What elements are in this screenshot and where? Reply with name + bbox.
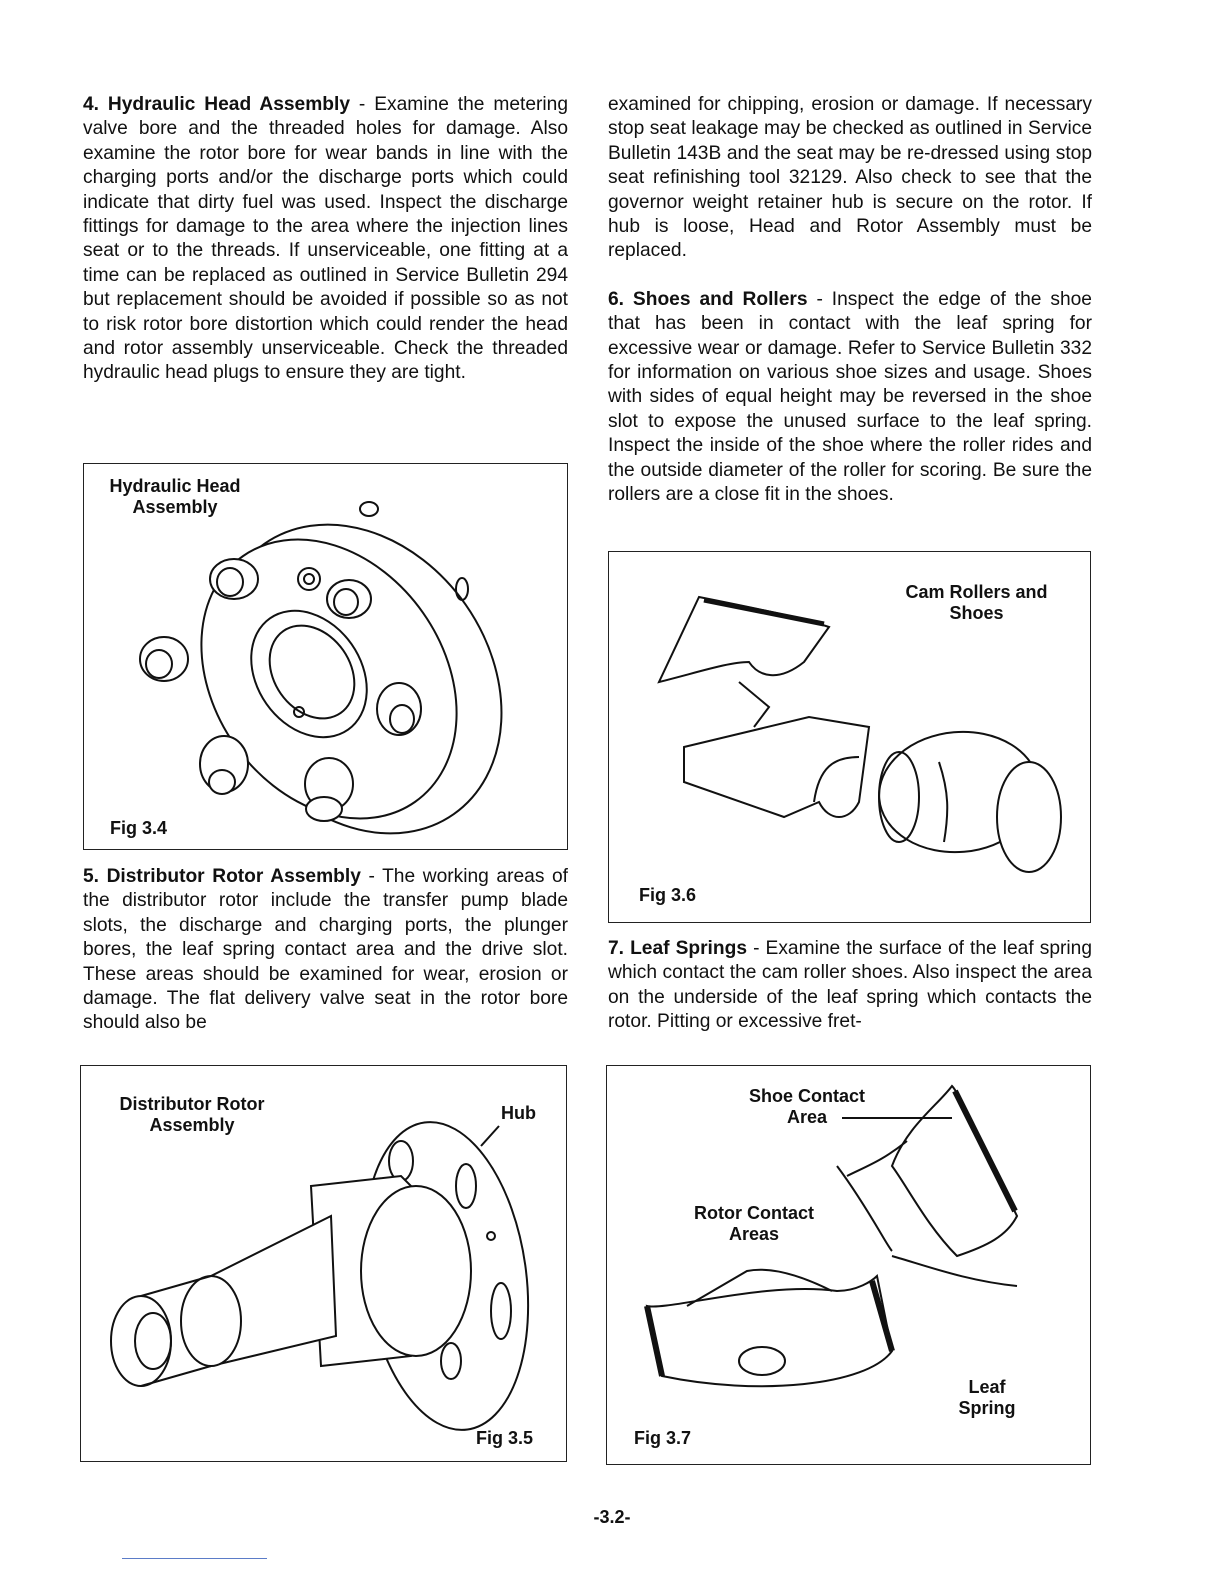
discharge-fitting-5 (200, 736, 248, 794)
section6-paragraph (608, 288, 1092, 508)
fig34-title: Hydraulic Head Assembly (109, 476, 241, 517)
fig36-title: Cam Rollers and Shoes (905, 582, 1048, 623)
fig37-rotor-contact: Rotor Contact Areas (694, 1203, 814, 1244)
section7-heading: 7. Leaf Springs (608, 938, 748, 959)
fig35-hub-label: Hub (501, 1103, 536, 1123)
section5-heading: 5. Distributor Rotor Assembly (83, 866, 361, 887)
section4-paragraph (83, 93, 568, 386)
page-number: -3.2- (593, 1507, 631, 1527)
fig36-caption: Fig 3.6 (639, 885, 697, 905)
figure-leaf-spring (606, 1065, 1091, 1465)
section6-heading: 6. Shoes and Rollers (608, 288, 808, 310)
figure-hydraulic-head (83, 463, 568, 850)
fig35-title: Distributor Rotor Assembly (119, 1094, 265, 1135)
figure-distributor-rotor (80, 1065, 567, 1462)
fig34-caption: Fig 3.4 (110, 818, 168, 838)
discharge-fitting-2 (327, 580, 371, 618)
right-column-section7 (608, 937, 1092, 1035)
fig37-caption: Fig 3.7 (634, 1428, 692, 1448)
figure-cam-rollers (608, 551, 1091, 923)
discharge-fitting-4 (377, 683, 421, 735)
right-column-top (608, 93, 1092, 508)
fig35-caption: Fig 3.5 (476, 1428, 534, 1448)
discharge-fitting-3 (140, 637, 188, 681)
section5-body: - The working areas of the distributor rotor include the transfer pump blade slots, the discharge and charging ports, the plunger bores, the leaf spring contact area and the drive slot. These areas should be examined for wear, erosion or damage. The flat delivery valve seat in the rotor bore should also be (83, 866, 568, 1034)
left-column-section5 (83, 865, 568, 1036)
section4-body: - Examine the metering valve bore and the threaded holes for damage. Also examine the rotor bore for wear bands in line with the charging ports and/or the discharge ports which could indicate that dirty fuel was used. Inspect the discharge fittings for damage to the area where the injection lines seat or to the threads. If unserviceable, one fitting at a time can be replaced as outlined in Service Bulletin 294 but replacement should be avoided if possible so as not to risk rotor bore distortion which could render the head and rotor assembly unserviceable. Check the threaded hydraulic head plugs to ensure they are tight. (83, 94, 568, 384)
fig37-shoe-contact: Shoe Contact Area (748, 1086, 865, 1127)
section7-body: - Examine the surface of the leaf spring which contact the cam roller shoes. Also inspect the area on the underside of the leaf spring which contacts the rotor. Pitting or excessive fret- (608, 938, 1093, 1033)
continued-paragraph: examined for chipping, erosion or damage. If necessary stop seat leakage may be checked as outlined in Service Bulletin 143B and the seat may be re-dressed using stop seat refinishing tool 32129. Also check to see that the governor weight retainer hub is secure on the rotor. If hub is loose, Head and Rotor Assembly must be replaced. (608, 94, 1092, 262)
hydraulic-head-illustration (84, 464, 569, 851)
fig37-leaf-spring: Leaf Spring (958, 1377, 1016, 1418)
left-column-section4 (83, 93, 568, 386)
section6-body: - Inspect the edge of the shoe that has been in contact with the leaf spring for excessive wear or damage. Refer to Service Bulletin 332 for information on various shoe sizes and usage. Shoes with sides of equal height may be reversed in the shoe slot to expose the unused surface to the leaf spring. Inspect the inside of the shoe where the roller rides and the outside diameter of the roller for scoring. Be sure the rollers are a close fit in the shoes. (608, 288, 1092, 506)
section4-heading: 4. Hydraulic Head Assembly (83, 94, 351, 115)
discharge-fitting-1 (210, 559, 258, 599)
section5-paragraph (83, 865, 568, 1036)
footer-line (122, 1558, 267, 1559)
section7-paragraph (608, 937, 1092, 1035)
